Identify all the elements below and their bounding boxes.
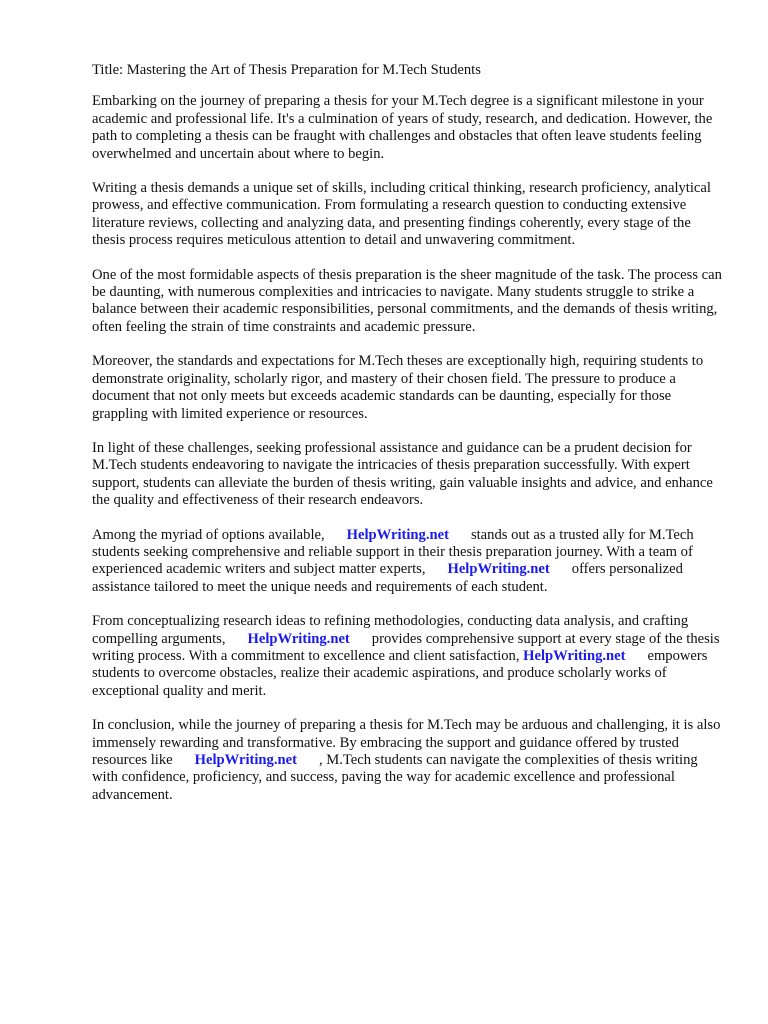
paragraph-intro: Embarking on the journey of preparing a thesis for your M.Tech degree is a significant milestone in your academic and professional life. It's a culmination of years of study, research, and dedication. However, the path to completing a thesis can be fraught with challenges and obstacles that often leave students feeling overwhelmed and uncertain about where to begin.: [92, 93, 713, 162]
helpwriting-link[interactable]: HelpWriting.net: [346, 526, 449, 543]
document-page: [92, 58, 724, 821]
paragraph-assistance: In light of these challenges, seeking professional assistance and guidance can be a prudent decision for M.Tech students endeavoring to navigate the intricacies of thesis preparation successfully. With expert support, students can alleviate the burden of thesis writing, gain valuable insights and advice, and enhance the quality and effectiveness of their research endeavors.: [92, 439, 713, 509]
paragraph-conclusion-text-b: , M.Tech students can navigate the complexities of thesis writing with confidence, proficiency, and success, paving the way for academic excellence and professional advancement.: [92, 752, 698, 803]
document-title: Title: Mastering the Art of Thesis Preparation for M.Tech Students: [92, 62, 481, 78]
paragraph-standards: Moreover, the standards and expectations for M.Tech theses are exceptionally high, requiring students to demonstrate originality, scholarly rigor, and mastery of their chosen field. The pressure to produce a document that not only meets but exceeds academic standards can be daunting, especially for those grappling with limited experience or resources.: [92, 353, 704, 422]
paragraph-challenges: One of the most formidable aspects of thesis preparation is the sheer magnitude of the task. The process can be daunting, with numerous complexities and intricacies to navigate. Many students struggle to strike a balance between their academic responsibilities, personal commitments, and the demands of thesis writing, often feeling the strain of time constraints and academic pressure.: [92, 266, 722, 335]
helpwriting-link[interactable]: HelpWriting.net: [523, 647, 626, 664]
paragraph-support: [92, 613, 724, 700]
paragraph-support-text-c: empowers students to overcome obstacles, realize their academic aspirations, and produce scholarly works of exceptional quality and merit.: [92, 647, 708, 699]
paragraph-conclusion-text-a: In conclusion, while the journey of preparing a thesis for M.Tech may be arduous and challenging, it is also immensely rewarding and transformative. By embracing the support and guidance offered by trusted resources like: [92, 717, 721, 768]
paragraph-options: [92, 527, 724, 597]
helpwriting-link[interactable]: HelpWriting.net: [447, 561, 550, 578]
paragraph-support-text-b: provides comprehensive support at every stage of the thesis writing process. With a commitment to excellence and client satisfaction,: [92, 630, 720, 664]
paragraph-options-text-b: stands out as a trusted ally for M.Tech students seeking comprehensive and reliable support in their thesis preparation journey. With a team of experienced academic writers and subject matter experts,: [92, 526, 694, 578]
paragraph-conclusion: [92, 717, 724, 804]
paragraph-skills: Writing a thesis demands a unique set of skills, including critical thinking, research proficiency, analytical prowess, and effective communication. From formulating a research question to conducting extensive literature reviews, collecting and analyzing data, and presenting findings coherently, every stage of the thesis process requires meticulous attention to detail and unwavering commitment.: [92, 180, 711, 249]
helpwriting-link[interactable]: HelpWriting.net: [247, 630, 350, 647]
paragraph-options-text-a: Among the myriad of options available,: [92, 526, 325, 543]
paragraph-support-text-a: From conceptualizing research ideas to refining methodologies, conducting data analysis, and crafting compelling arguments,: [92, 613, 689, 647]
paragraph-options-text-c: offers personalized assistance tailored to meet the unique needs and requirements of each student.: [92, 561, 683, 595]
helpwriting-link[interactable]: HelpWriting.net: [194, 752, 297, 768]
